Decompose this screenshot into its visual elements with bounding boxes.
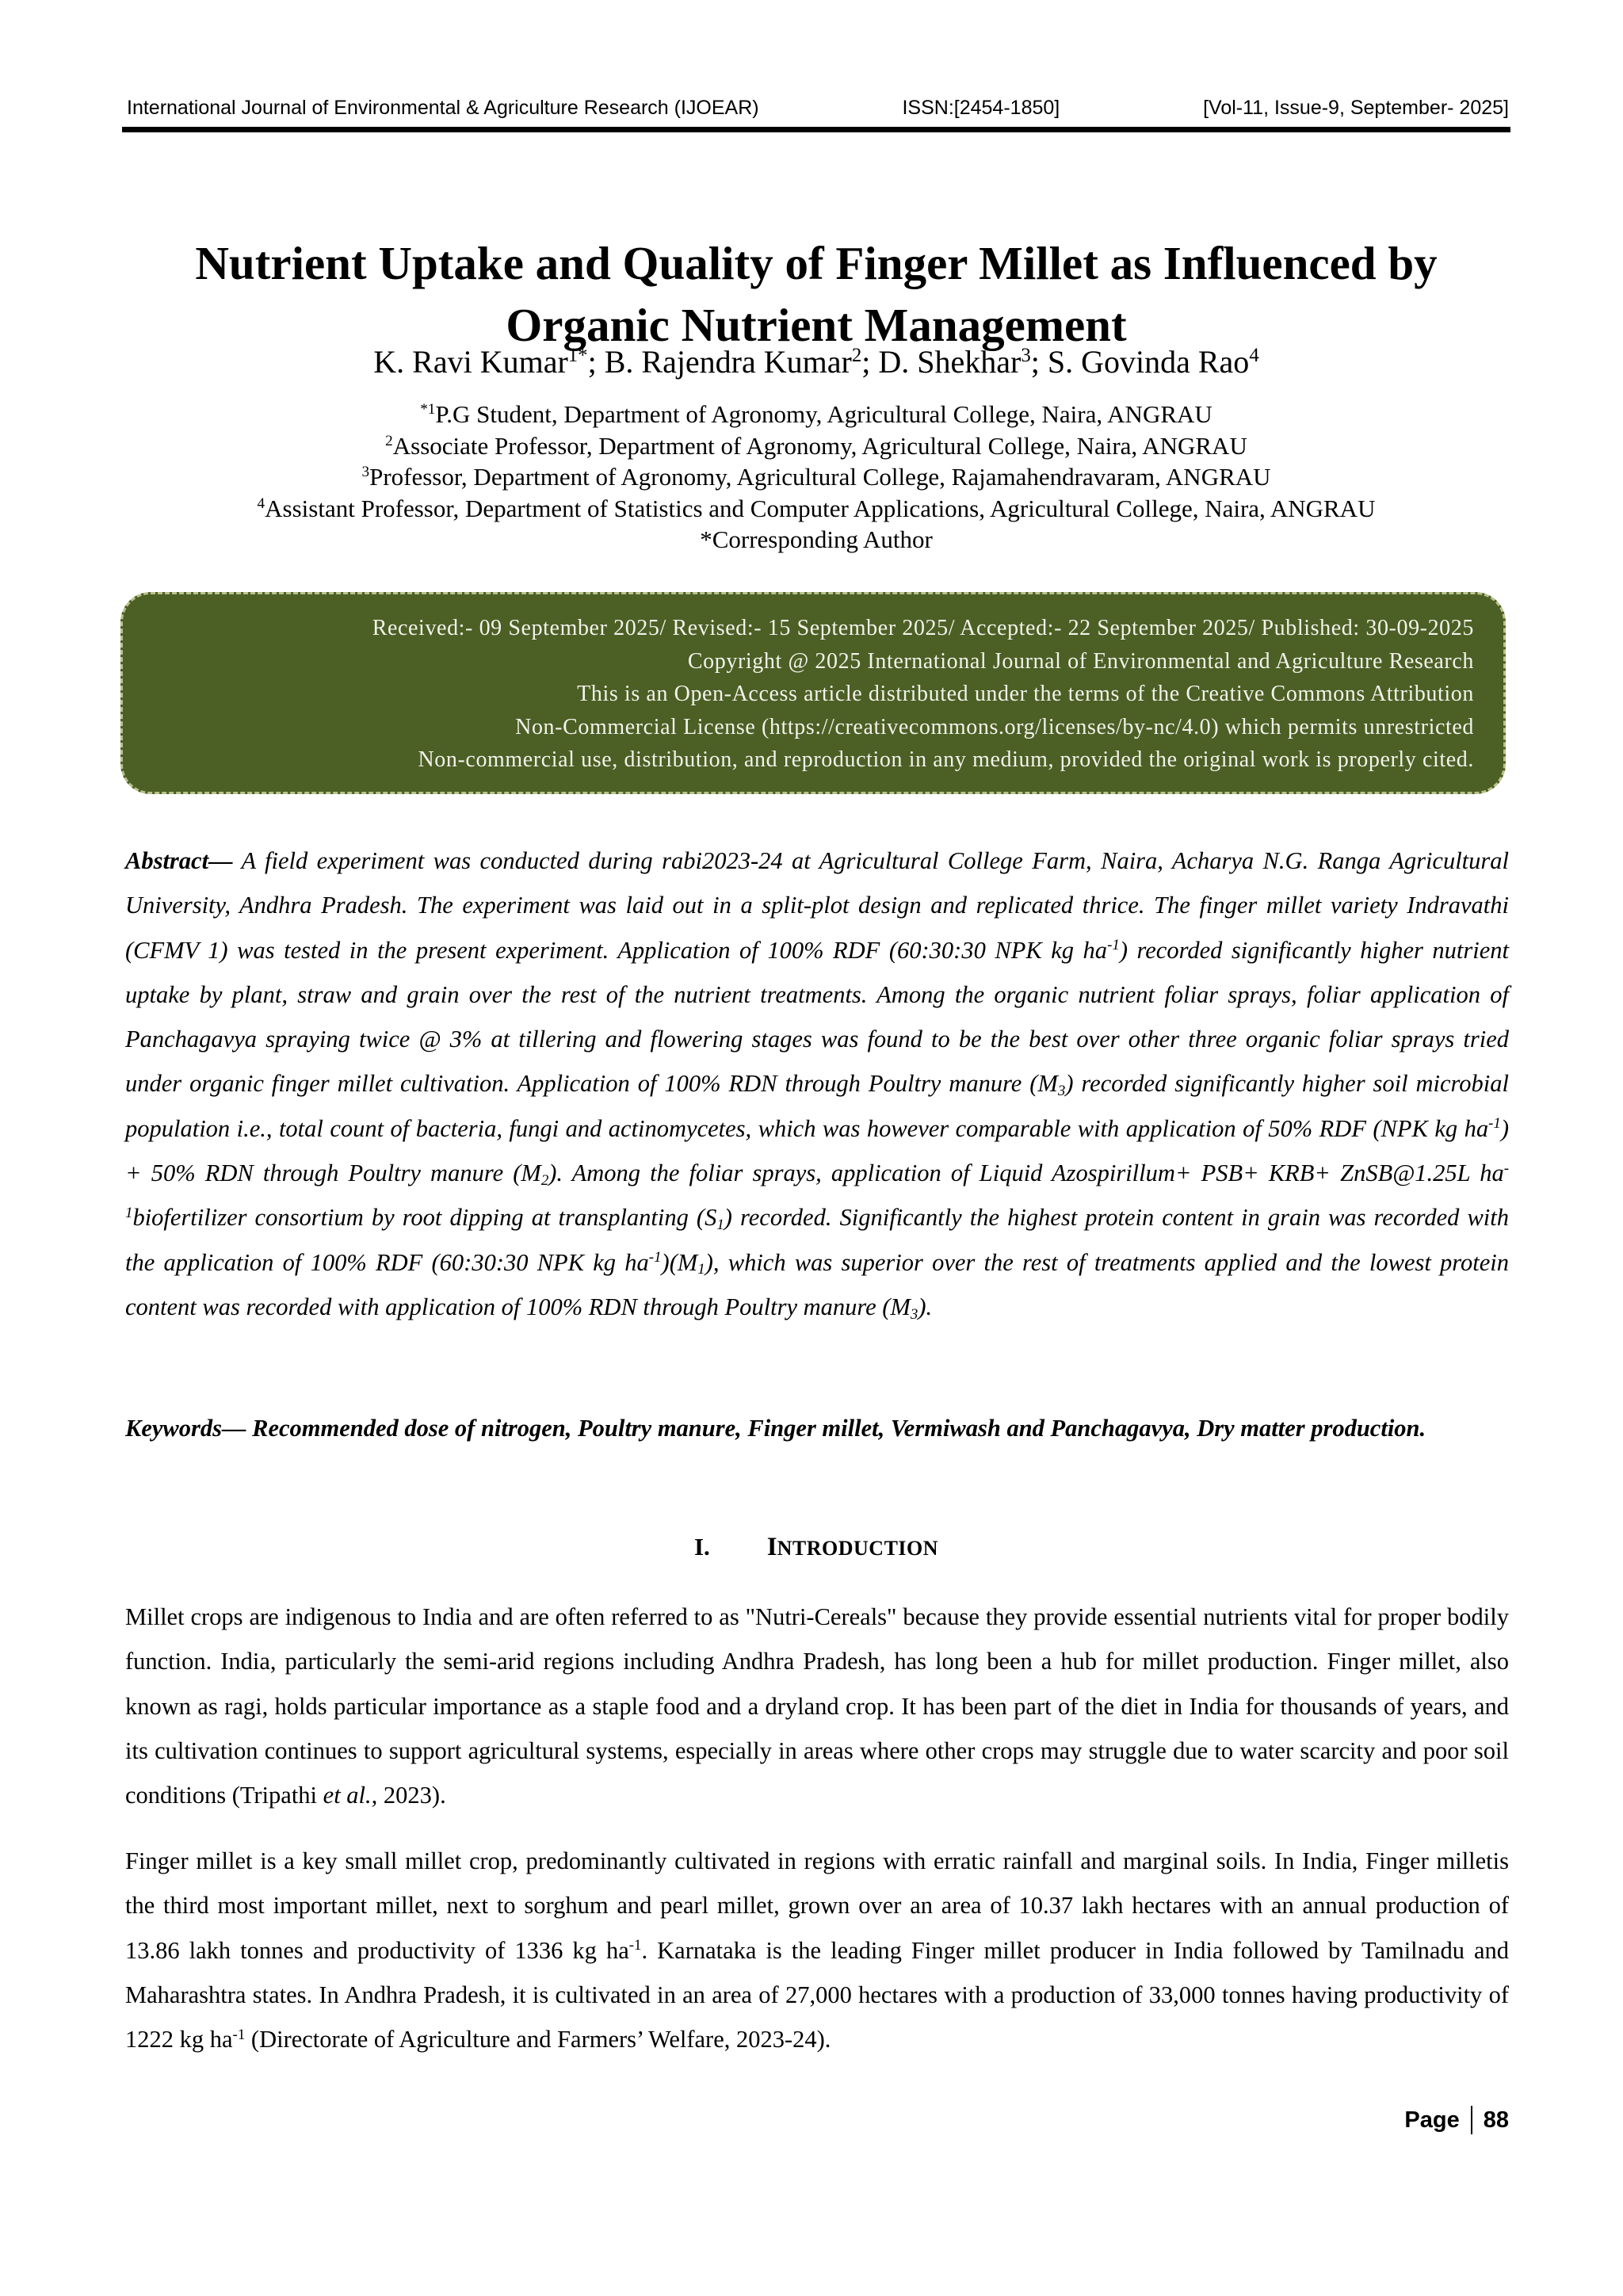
superscript: -1	[648, 1249, 662, 1266]
affil-text: P.G Student, Department of Agronomy, Agricultural College, Naira, ANGRAU	[435, 400, 1212, 428]
author-separator: ;	[861, 344, 879, 380]
author-name: B. Rajendra Kumar	[604, 344, 852, 380]
abstract-text: A field experiment was conducted during rabi2023-24 at Agricultural College Farm, Naira, Acharya N.G. Ranga Agricultural University, Andhra Pradesh. The experiment was laid out in a split-plot design and replicated thrice. The finger millet variety Indravathi (CFMV 1) was tested in the present experiment. Application of 100% RDF (60:30:30 NPK kg ha	[125, 847, 1509, 964]
title-line-2: Organic Nutrient Management	[506, 299, 1127, 351]
intro-paragraph-2	[125, 1839, 1509, 2061]
paragraph-text: (Directorate of Agriculture and Farmers’ Welfare, 2023-24).	[245, 2026, 831, 2053]
license-line: Non-commercial use, distribution, and reproduction in any medium, provided the original work is properly cited.	[418, 747, 1474, 772]
section-heading-introduction	[119, 1533, 1514, 1562]
abstract-text: ) recorded significantly higher soil microbial population i.e., total count of bacteria, fungi and actinomycetes, which was however comparable with application of 50% RDF (NPK kg ha	[125, 1070, 1509, 1142]
subscript: 1	[716, 1217, 724, 1234]
title-line-1: Nutrient Uptake and Quality of Finger Millet as Influenced by	[195, 237, 1438, 289]
footer-divider	[1471, 2106, 1472, 2134]
page-number: 88	[1483, 2107, 1509, 2133]
keywords-label: Keywords—	[125, 1415, 246, 1442]
affiliation	[119, 461, 1514, 493]
superscript: -1	[1107, 937, 1120, 954]
page-footer	[1404, 2106, 1509, 2134]
author-affil-mark: 1*	[567, 345, 588, 367]
abstract-text: ) recorded significantly higher nutrient uptake by plant, straw and grain over the rest of the nutrient treatments. Among the organic nutrient foliar sprays, foliar application of Panchagavya spraying twice @ 3% at tillering and flowering stages was found to be the best over other three organic foliar sprays tried under organic finger millet cultivation. Application of 100% RDN through Poultry manure (M	[125, 936, 1509, 1098]
copyright-line: Copyright @ 2025 International Journal of Environmental and Agriculture Research	[687, 648, 1474, 674]
affil-mark: 3	[361, 464, 370, 481]
running-header	[127, 97, 1509, 120]
author-name: K. Ravi Kumar	[373, 344, 568, 380]
license-line: This is an Open-Access article distributed under the terms of the Creative Commons Attribution	[577, 682, 1474, 706]
license-text	[166, 612, 1474, 777]
journal-name: International Journal of Environmental & Agriculture Research (IJOEAR)	[127, 97, 759, 119]
author-affil-mark: 4	[1249, 345, 1259, 367]
section-title-rest: NTRODUCTION	[777, 1537, 939, 1560]
affiliation	[119, 430, 1514, 462]
affil-mark: 4	[257, 495, 265, 512]
abstract-text: ).	[918, 1293, 933, 1320]
affiliation	[119, 399, 1514, 430]
keywords-text: Recommended dose of nitrogen, Poultry manure, Finger millet, Vermiwash and Panchagavya, Dry matter production.	[246, 1415, 1426, 1442]
keywords	[125, 1406, 1509, 1450]
paragraph-text: Finger millet is a key small millet crop, predominantly cultivated in regions with erratic rainfall and marginal soils. In India, Finger milletis the third most important millet, next to sorghum and pearl millet, grown over an area of 10.37 lakh hectares with an annual production of 13.86 lakh tonnes and productivity of 1336 kg ha	[125, 1847, 1509, 1964]
corresponding-author: *Corresponding Author	[700, 525, 933, 553]
affil-text: Assistant Professor, Department of Statistics and Computer Applications, Agricultural College, Naira, ANGRAU	[265, 494, 1376, 522]
superscript: -1	[125, 1159, 1509, 1221]
dates-line: Received:- 09 September 2025/ Revised:- 15 September 2025/ Accepted:- 22 September 2025/ Published: 30-09-2025	[372, 616, 1474, 640]
author-affil-mark: 3	[1021, 345, 1031, 367]
author-affil-mark: 2	[851, 345, 862, 367]
affil-text: Associate Professor, Department of Agronomy, Agricultural College, Naira, ANGRAU	[392, 431, 1247, 460]
subscript: 2	[540, 1171, 549, 1189]
abstract-text: )(M	[661, 1248, 698, 1276]
superscript: -1	[628, 1937, 642, 1954]
author-separator: ;	[587, 344, 605, 380]
page-label: Page	[1404, 2107, 1460, 2133]
subscript: 1	[697, 1261, 705, 1278]
abstract-text: biofertilizer consortium by root dipping at transplanting (S	[132, 1204, 717, 1232]
superscript: -1	[232, 2026, 246, 2043]
affiliation	[119, 493, 1514, 525]
paragraph-text: 2023).	[377, 1782, 446, 1809]
author-name: D. Shekhar	[878, 344, 1022, 380]
abstract-text: ). Among the foliar sprays, application of Liquid Azospirillum+ PSB+ KRB+ ZnSB@1.25L ha	[548, 1159, 1504, 1187]
paragraph-text: Millet crops are indigenous to India and are often referred to as "Nutri-Cereals" because they provide essential nutrients vital for proper bodily function. India, particularly the semi-arid regions including Andhra Pradesh, has long been a hub for millet production. Finger millet, also known as ragi, holds particular importance as a staple food and a dryland crop. It has been part of the diet in India for thousands of years, and its cultivation continues to support agricultural systems, especially in areas where other crops may struggle due to water scarcity and poor soil conditions (Tripathi	[125, 1603, 1509, 1809]
affil-mark: 2	[385, 432, 393, 449]
abstract-text: ) recorded. Significantly the highest protein content in grain was recorded with the application of 100% RDF (60:30:30 NPK kg ha	[125, 1204, 1509, 1276]
section-number: I.	[693, 1533, 710, 1561]
issn: ISSN:[2454-1850]	[902, 97, 1060, 119]
affil-mark: *1	[420, 401, 436, 418]
abstract-label: Abstract—	[125, 847, 233, 874]
abstract-text: ), which was superior over the rest of treatments applied and the lowest protein content was recorded with application of 100% RDN through Poultry manure (M	[125, 1248, 1510, 1320]
affil-text: Professor, Department of Agronomy, Agricultural College, Rajamahendravaram, ANGRAU	[369, 463, 1271, 491]
subscript: 3	[1057, 1083, 1066, 1100]
license-line: Non-Commercial License (https://creativecommons.org/licenses/by-nc/4.0) which permits unrestricted	[515, 714, 1474, 739]
subscript: 3	[910, 1305, 918, 1323]
author-name: S. Govinda Rao	[1047, 344, 1250, 380]
volume-issue: [Vol-11, Issue-9, September- 2025]	[1203, 97, 1509, 119]
intro-paragraph-1	[125, 1595, 1509, 1817]
abstract-text: ) + 50% RDN through Poultry manure (M	[125, 1114, 1509, 1187]
section-title-initial: I	[766, 1533, 777, 1561]
abstract	[125, 839, 1509, 1329]
citation-etal: et al.,	[323, 1782, 378, 1809]
author-list	[119, 342, 1514, 382]
paragraph-text: . Karnataka is the leading Finger millet producer in India followed by Tamilnadu and Maharashtra states. In Andhra Pradesh, it is cultivated in an area of 27,000 hectares with a production of 33,000 tonnes having productivity of 1222 kg ha	[125, 1936, 1509, 2053]
superscript: -1	[1488, 1115, 1501, 1133]
paper-title	[119, 232, 1514, 356]
affiliation-list	[119, 399, 1514, 556]
header-rule	[122, 127, 1510, 132]
author-separator: ;	[1030, 344, 1048, 380]
